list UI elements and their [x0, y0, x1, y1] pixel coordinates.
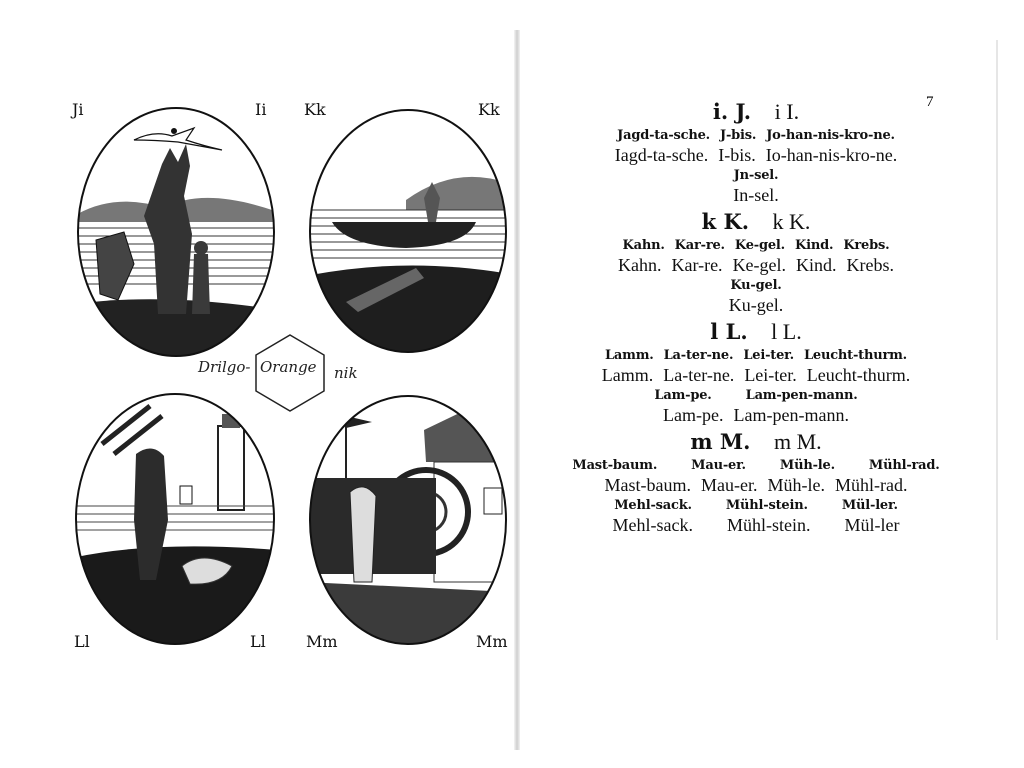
roman-word: Kind.	[796, 255, 837, 275]
corner-letter-k-fraktur: Kk	[304, 100, 326, 119]
roman-word: Müh-le.	[767, 475, 825, 495]
fraktur-word: Kahn.	[622, 238, 665, 253]
fraktur-word: Lam-pen-mann.	[745, 388, 858, 403]
handwritten-note-right: nik	[334, 364, 358, 382]
roman-word: Mast-baum.	[604, 475, 691, 495]
fraktur-word: Leucht-thurm.	[803, 348, 908, 363]
roman-word: Ke-gel.	[732, 255, 787, 275]
fraktur-word: Krebs.	[843, 238, 890, 253]
handwritten-note-center: Orange	[260, 358, 317, 376]
heading-fraktur: i. J.	[712, 99, 752, 124]
roman-word: Krebs.	[846, 255, 895, 275]
corner-letter-i-roman: Ii	[255, 100, 267, 119]
fraktur-row	[546, 126, 966, 145]
corner-letter-k-roman: Kk	[478, 100, 500, 119]
fraktur-word: Jn-sel.	[733, 168, 779, 183]
roman-word: Lei-ter.	[744, 365, 797, 385]
fraktur-row	[546, 166, 966, 185]
section-heading-m	[546, 428, 966, 456]
illustration-boat-scene	[306, 106, 510, 356]
fraktur-word: J-bis.	[720, 128, 757, 143]
fraktur-row	[546, 456, 966, 475]
roman-word: Mühl-rad.	[834, 475, 908, 495]
roman-word: Io-han-nis-kro-ne.	[765, 145, 898, 165]
heading-roman: i I.	[774, 99, 800, 124]
fraktur-word: La-ter-ne.	[663, 348, 734, 363]
fraktur-word: Jagd-ta-sche.	[617, 128, 710, 143]
corner-letter-m-fraktur: Mm	[306, 632, 338, 651]
roman-row	[546, 365, 966, 386]
section-heading-k	[546, 208, 966, 236]
fraktur-word: Ku-gel.	[730, 278, 782, 293]
fraktur-word: Lamm.	[604, 348, 654, 363]
roman-word: Mehl-sack.	[612, 515, 693, 535]
illustration-mill-scene	[306, 392, 510, 648]
heading-roman: k K.	[772, 209, 811, 234]
section-heading-l	[546, 318, 966, 346]
illustration-ibis-scene	[74, 104, 278, 360]
heading-fraktur: l L.	[710, 319, 748, 344]
fraktur-word: Jo-han-nis-kro-ne.	[766, 128, 895, 143]
handwritten-note-left: Drilgo-	[198, 358, 251, 376]
fraktur-word: Mau-er.	[691, 458, 746, 473]
roman-word: Ku-gel.	[728, 295, 784, 315]
roman-row	[546, 515, 966, 536]
fraktur-row	[546, 236, 966, 255]
heading-roman: m M.	[773, 429, 822, 454]
heading-fraktur: k K.	[701, 209, 750, 234]
corner-letter-l-fraktur: Ll	[74, 632, 90, 651]
fraktur-word: Mast-baum.	[572, 458, 658, 473]
roman-row	[546, 255, 966, 276]
page-number: 7	[926, 94, 934, 110]
roman-row	[546, 475, 966, 496]
heading-fraktur: m M.	[690, 429, 751, 454]
fraktur-row	[546, 276, 966, 295]
illustration-lamplighter-scene	[72, 390, 278, 648]
fraktur-word: Mehl-sack.	[614, 498, 692, 513]
roman-word: Kar-re.	[671, 255, 723, 275]
roman-word: Mau-er.	[701, 475, 758, 495]
roman-row	[546, 405, 966, 426]
roman-word: Leucht-thurm.	[806, 365, 911, 385]
fraktur-word: Mül-ler.	[841, 498, 898, 513]
roman-row	[546, 185, 966, 206]
book-gutter	[514, 30, 520, 750]
page-edge	[996, 40, 998, 640]
section-heading-i	[546, 98, 966, 126]
fraktur-word: Müh-le.	[779, 458, 835, 473]
roman-row	[546, 295, 966, 316]
primer-text-column	[546, 96, 966, 536]
roman-word: La-ter-ne.	[663, 365, 735, 385]
fraktur-row	[546, 386, 966, 405]
fraktur-word: Kar-re.	[674, 238, 725, 253]
roman-word: Mühl-stein.	[727, 515, 811, 535]
fraktur-row	[546, 496, 966, 515]
fraktur-word: Lam-pe.	[654, 388, 712, 403]
fraktur-word: Ke-gel.	[734, 238, 785, 253]
roman-word: I-bis.	[718, 145, 756, 165]
corner-letter-m-roman: Mm	[476, 632, 508, 651]
roman-word: Iagd-ta-sche.	[614, 145, 709, 165]
fraktur-word: Mühl-rad.	[868, 458, 940, 473]
fraktur-word: Lei-ter.	[743, 348, 794, 363]
heading-roman: l L.	[771, 319, 802, 344]
corner-letter-l-roman: Ll	[250, 632, 266, 651]
fraktur-word: Mühl-stein.	[725, 498, 808, 513]
fraktur-row	[546, 346, 966, 365]
roman-word: Kahn.	[617, 255, 662, 275]
roman-row	[546, 145, 966, 166]
corner-letter-i-fraktur: Ji	[72, 100, 84, 119]
roman-word: Lamm.	[601, 365, 654, 385]
roman-word: Lam-pe.	[663, 405, 724, 425]
fraktur-word: Kind.	[795, 238, 834, 253]
roman-word: In-sel.	[733, 185, 779, 205]
roman-word: Lam-pen-mann.	[733, 405, 849, 425]
roman-word: Mül-ler	[844, 515, 900, 535]
